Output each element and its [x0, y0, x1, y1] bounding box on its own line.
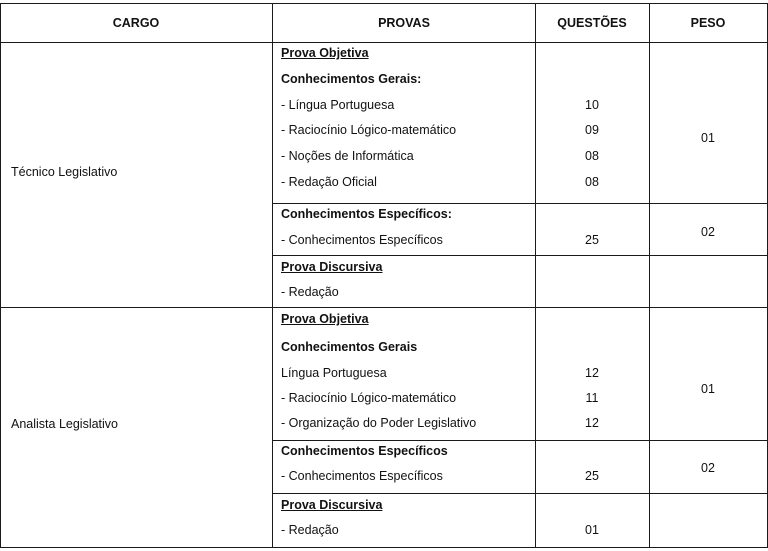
ana-objetiva-title: Prova Objetiva: [281, 312, 369, 326]
tec-especificos-section: Conhecimentos Específicos:: [281, 207, 452, 221]
ana-item-label: - Raciocínio Lógico-matemático: [281, 391, 457, 405]
tec-especificos-item: - Conhecimentos Específicos: [281, 233, 443, 247]
ana-gerais-section: Conhecimentos Gerais: [281, 340, 418, 354]
tec-item-label: - Redação Oficial: [281, 175, 377, 189]
ana-especificos-section: Conhecimentos Específicos: [281, 444, 448, 458]
ana-especificos-peso: 02: [701, 461, 715, 475]
ana-objetiva-peso: 01: [701, 382, 715, 396]
ana-especificos-questoes: 25: [585, 469, 599, 483]
tec-item-questoes: 09: [585, 123, 599, 137]
cargo-tecnico: Técnico Legislativo: [11, 165, 118, 179]
ana-item-questoes: 12: [585, 416, 599, 430]
header-peso: PESO: [690, 16, 726, 30]
tec-especificos-peso: 02: [701, 225, 715, 239]
tec-item-questoes: 08: [585, 149, 599, 163]
header-cargo: CARGO: [112, 16, 160, 30]
rule-cargo-separator: [0, 307, 768, 308]
tec-gerais-section: Conhecimentos Gerais:: [281, 72, 422, 86]
rule-tec-especificos: [272, 203, 768, 204]
ana-discursiva-questoes: 01: [585, 523, 599, 537]
tec-objetiva-title: Prova Objetiva: [281, 46, 369, 60]
tec-objetiva-peso: 01: [701, 131, 715, 145]
tec-item-questoes: 08: [585, 175, 599, 189]
tec-especificos-questoes: 25: [585, 233, 599, 247]
rule-bottom: [0, 547, 768, 548]
ana-discursiva-item: - Redação: [281, 523, 339, 537]
rule-col2: [535, 3, 536, 548]
tec-discursiva-item: - Redação: [281, 285, 339, 299]
ana-item-questoes: 12: [585, 366, 599, 380]
header-questoes: QUESTÕES: [557, 16, 627, 30]
ana-especificos-item: - Conhecimentos Específicos: [281, 469, 443, 483]
rule-ana-discursiva: [272, 493, 768, 494]
rule-left: [0, 3, 1, 548]
rule-top: [0, 3, 768, 4]
ana-item-label: Língua Portuguesa: [281, 366, 387, 380]
cargo-analista: Analista Legislativo: [11, 417, 119, 431]
ana-item-questoes: 11: [585, 391, 599, 405]
tec-discursiva-title: Prova Discursiva: [281, 260, 383, 274]
rule-col3: [649, 3, 650, 548]
tec-item-questoes: 10: [585, 98, 599, 112]
header-provas: PROVAS: [378, 16, 430, 30]
rule-header-bottom: [0, 42, 768, 43]
rule-tec-discursiva: [272, 255, 768, 256]
tec-item-label: - Raciocínio Lógico-matemático: [281, 123, 457, 137]
rule-col1: [272, 3, 273, 548]
tec-item-label: - Noções de Informática: [281, 149, 414, 163]
rule-ana-especificos: [272, 440, 768, 441]
tec-item-label: - Língua Portuguesa: [281, 98, 395, 112]
ana-item-label: - Organização do Poder Legislativo: [281, 416, 477, 430]
ana-discursiva-title: Prova Discursiva: [281, 498, 383, 512]
